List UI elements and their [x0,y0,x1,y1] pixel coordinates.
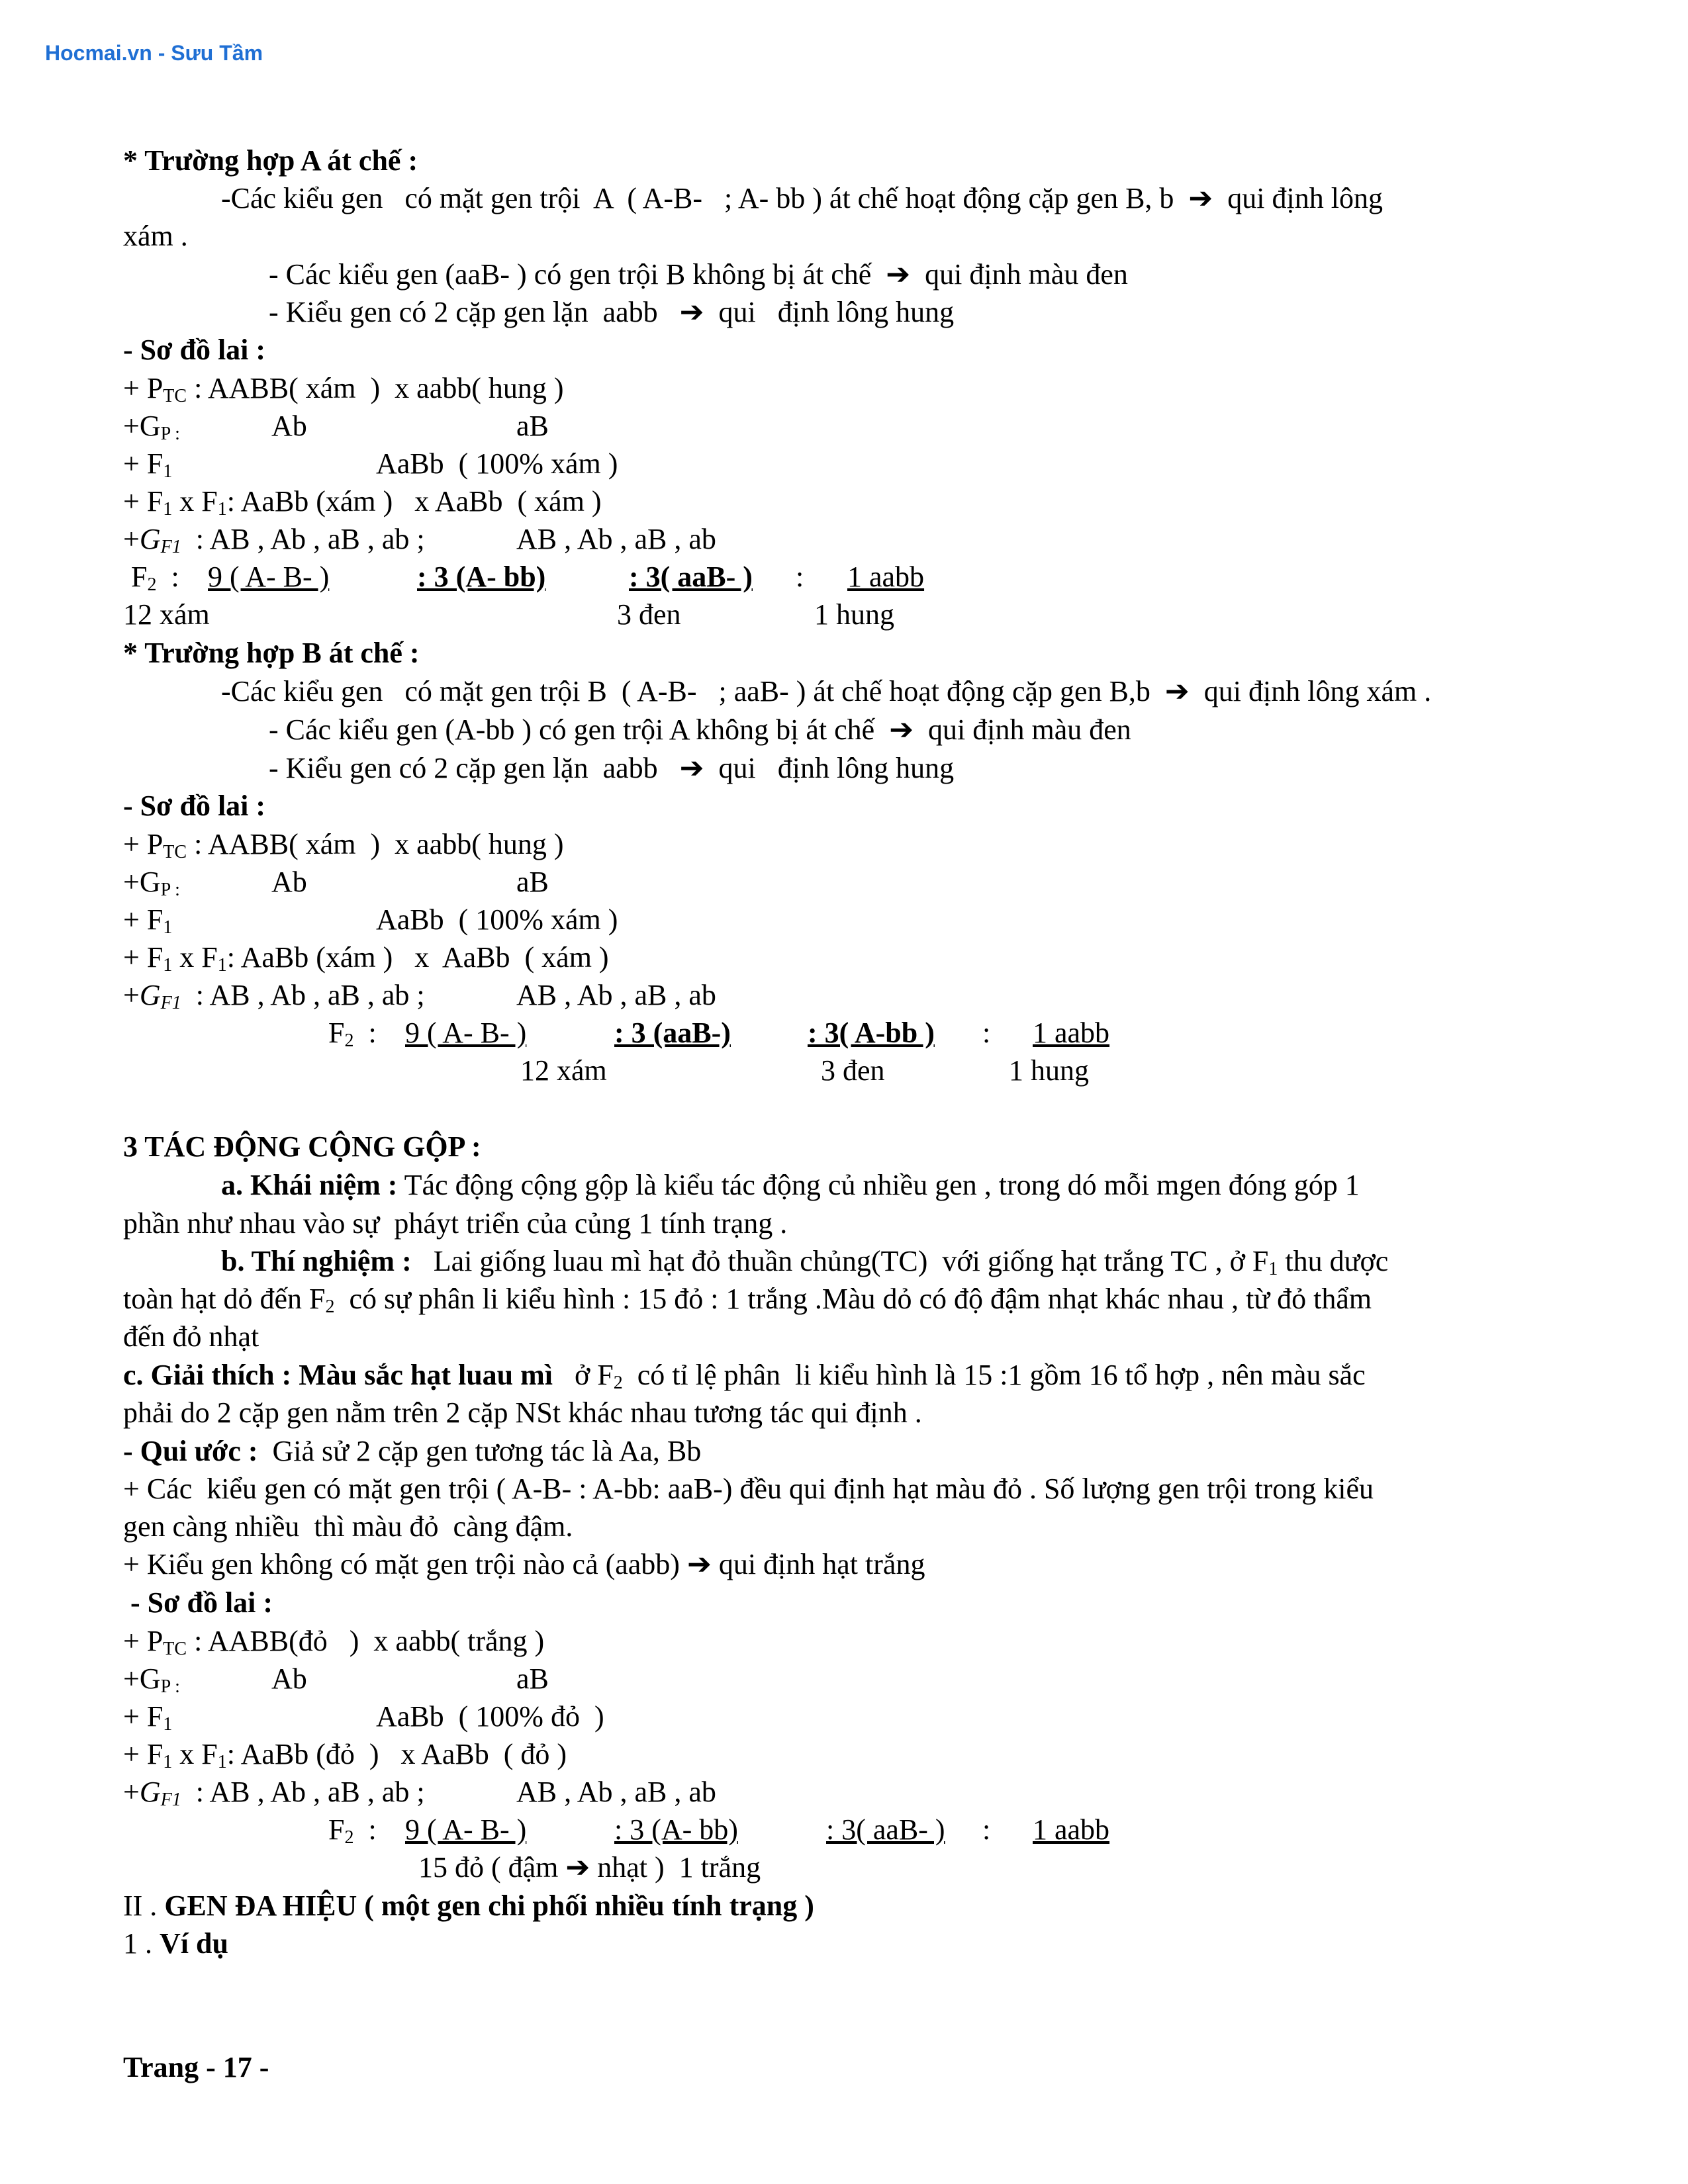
section-a-f2-label: $F_2$ : [131,561,194,595]
section-b-f2b: : 3 (aaB-) [614,1017,731,1049]
section-b-f1xf1: + $F_1$ x $F_1$: AaBb (xám ) x AaBb ( xám ) [123,941,609,976]
section-3-b3: đến đỏ nhạt [123,1320,259,1353]
section-3-a2: phần như nhau vào sự pháyt triển của củng 1 tính trạng . [123,1207,788,1240]
section-3-gp2: aB [516,1662,549,1695]
section-b-line2: - Các kiểu gen (A-bb ) có gen trội A không bị át chế ➔ qui định màu đen [269,713,1131,746]
section-a-f1: AaBb ( 100% xám ) [376,447,618,480]
section-a-line1: -Các kiểu gen có mặt gen trội A ( A-B- ; A- bb ) át chế hoạt động cặp gen B, b ➔ qui định lông [221,182,1383,214]
section-b-gp: $+G_{P :}$ [123,866,180,900]
section-a-gp1: Ab [271,410,307,442]
section-a-gf1: $+G_{F1}$ : AB , Ab , aB , ab ; [123,523,425,557]
section-b-gf2: AB , Ab , aB , ab [516,979,716,1011]
page-number: Trang - 17 - [123,2051,269,2083]
section-3-cross-title: - Sơ đồ lai : [123,1586,273,1619]
section-b-gp2: aB [516,866,549,898]
section-3-gp1: Ab [271,1662,307,1695]
section-3-f1xf1: + $F_1$ x $F_1$: AaBb (đỏ ) x AaBb ( đỏ ) [123,1738,567,1772]
section-a-f2b: : 3 (A- bb) [417,561,546,593]
section-3-f1-label: + $F_1$ [123,1700,173,1735]
section-2-title: II . GEN ĐA HIỆU ( một gen chi phối nhiều tính trạng ) [123,1889,814,1922]
section-a-f2a: 9 ( A- B- ) [208,561,330,593]
section-3-b: b. Thí nghiệm : Lai giống luau mì hạt đỏ thuần chủng(TC) với giống hạt trắng TC , ở $F_1$ thu dược [221,1245,1389,1279]
section-3-f2b: : 3 (A- bb) [614,1813,738,1846]
section-b-f2a: 9 ( A- B- ) [405,1017,527,1049]
section-3-q: - Qui ước : Giả sử 2 cặp gen tương tác là Aa, Bb [123,1435,702,1467]
section-b-title: * Trường hợp B át chế : [123,637,420,669]
section-3-f2a: 9 ( A- B- ) [405,1813,527,1846]
section-3-b2: toàn hạt dỏ đến $F_2$ có sự phân li kiểu hình : 15 đỏ : 1 trắng .Màu dỏ có độ đậm nhạt khác nhau , từ đỏ thẩm [123,1283,1372,1317]
section-b-f2d: 1 aabb [1033,1017,1110,1049]
section-3-f2d: 1 aabb [1033,1813,1110,1846]
section-a-title: * Trường hợp A át chế : [123,144,418,177]
section-b-f2c: : 3( A-bb ) [808,1017,935,1049]
section-3-c: c. Giải thích : Màu sắc hạt luau mì ở $F_2$ có tỉ lệ phân li kiểu hình là 15 :1 gồm 16 tổ hợp , nên màu sắc [123,1359,1366,1393]
section-3-gf1: $+G_{F1}$ : AB , Ab , aB , ab ; [123,1776,425,1810]
section-3-q2b: gen càng nhiều thì màu đỏ càng đậm. [123,1510,573,1543]
section-a-ratio1: 12 xám [123,598,210,631]
section-3-q2: + Các kiểu gen có mặt gen trội ( A-B- : A-bb: aaB-) đều qui định hạt màu đỏ . Số lượng gen trội trong kiểu [123,1473,1374,1505]
section-a-p: + $P_{TC}$ : AABB( xám ) x aabb( hung ) [123,372,564,406]
section-b-f1: AaBb ( 100% xám ) [376,903,618,936]
section-b-f2-sep: : [982,1017,991,1049]
section-b-f2-label: $F_2$ : [328,1017,391,1051]
section-3-f2-label: $F_2$ : [328,1813,391,1848]
section-a-gp2: aB [516,410,549,442]
section-3-gp: $+G_{P :}$ [123,1662,180,1697]
section-3-c2: phải do 2 cặp gen nằm trên 2 cặp NSt khác nhau tương tác qui định . [123,1396,922,1429]
section-a-gf2: AB , Ab , aB , ab [516,523,716,555]
section-a-cross-title: - Sơ đồ lai : [123,334,266,366]
section-b-ratio3: 1 hung [1009,1054,1089,1087]
section-b-line1: -Các kiểu gen có mặt gen trội B ( A-B- ; aaB- ) át chế hoạt động cặp gen B,b ➔ qui định lông xám . [221,675,1432,707]
section-b-gf1: $+G_{F1}$ : AB , Ab , aB , ab ; [123,979,425,1013]
section-a-line3: - Kiểu gen có 2 cặp gen lặn aabb ➔ qui định lông hung [269,296,955,328]
section-3-f1: AaBb ( 100% đỏ ) [376,1700,604,1733]
section-3-title: 3 TÁC ĐỘNG CỘNG GỘP : [123,1130,481,1163]
section-3-f2c: : 3( aaB- ) [826,1813,945,1846]
section-b-p: + $P_{TC}$ : AABB( xám ) x aabb( hung ) [123,828,564,862]
section-a-gp: $+G_{P :}$ [123,410,180,444]
section-a-line2: - Các kiểu gen (aaB- ) có gen trội B không bị át chế ➔ qui định màu đen [269,258,1128,291]
section-a-f2c: : 3( aaB- ) [629,561,753,593]
section-b-line3: - Kiểu gen có 2 cặp gen lặn aabb ➔ qui định lông hung [269,752,955,784]
section-3-q3: + Kiểu gen không có mặt gen trội nào cả (aabb) ➔ qui định hạt trắng [123,1548,925,1580]
section-a-ratio3: 1 hung [814,598,894,631]
section-b-ratio1: 12 xám [520,1054,607,1087]
source-watermark: Hocmai.vn - Sưu Tầm [45,41,263,65]
section-b-gp1: Ab [271,866,307,898]
section-a-f2d: 1 aabb [847,561,925,593]
section-a-f1-label: + $F_1$ [123,447,173,482]
section-3-a: a. Khái niệm : Tác động cộng gộp là kiểu tác động củ nhiều gen , trong dó mỗi mgen đóng góp 1 [221,1169,1360,1201]
section-3-f2-sep: : [982,1813,991,1846]
section-b-ratio2: 3 đen [821,1054,885,1087]
section-a-ratio2: 3 đen [617,598,681,631]
section-a-f2-sep: : [796,561,804,593]
section-a-line1b: xám . [123,220,188,252]
section-3-p: + $P_{TC}$ : AABB(đỏ ) x aabb( trắng ) [123,1625,545,1659]
section-b-cross-title: - Sơ đồ lai : [123,790,266,822]
section-2-example: 1 . Ví dụ [123,1927,228,1960]
section-b-f1-label: + $F_1$ [123,903,173,938]
section-3-gf2: AB , Ab , aB , ab [516,1776,716,1808]
section-a-f1xf1: + $F_1$ x $F_1$: AaBb (xám ) x AaBb ( xám ) [123,485,602,520]
section-3-ratio: 15 đỏ ( đậm ➔ nhạt ) 1 trắng [418,1851,761,1884]
